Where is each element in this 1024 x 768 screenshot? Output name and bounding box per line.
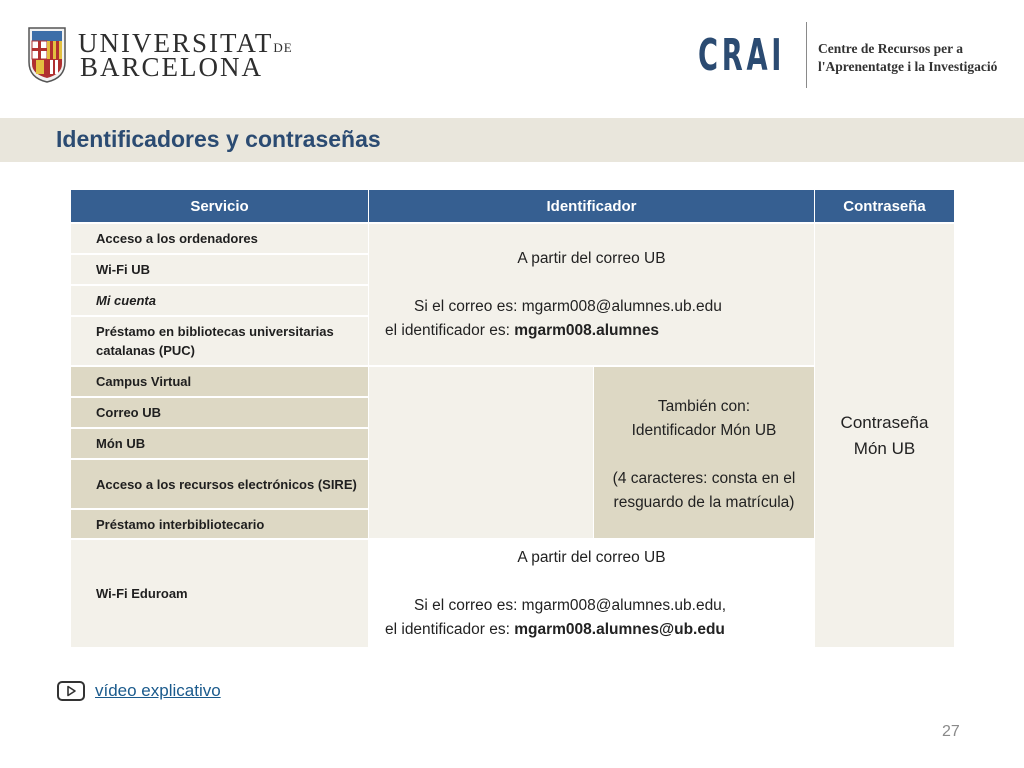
identifier-block-primary <box>369 224 814 365</box>
university-name-line1: UNIVERSITATDE <box>78 28 293 58</box>
password-line: Món UB <box>853 439 916 458</box>
identifier-email-line: Si el correo es: mgarm008@alumnes.ub.edu <box>414 298 722 315</box>
header-identificador: Identificador <box>369 190 814 222</box>
university-name-de: DE <box>273 40 293 55</box>
crai-text-line2: l'Aprenentatge i la Investigació <box>818 59 998 74</box>
university-seal-icon <box>26 22 68 84</box>
identifier-block-monub <box>594 367 814 538</box>
university-name-line2: BARCELONA <box>80 52 264 82</box>
header-contrasena: Contraseña <box>815 190 954 222</box>
identifier-line: resguardo de la matrícula) <box>613 494 795 511</box>
identifier-result-line: el identificador es: mgarm008.alumnes <box>385 322 659 339</box>
play-video-icon[interactable] <box>57 681 85 701</box>
password-line: Contraseña <box>840 413 929 432</box>
crai-logo: CRAI <box>698 30 786 81</box>
service-row: Préstamo en bibliotecas universitarias catalanas (PUC) <box>71 317 368 365</box>
service-row: Acceso a los recursos electrónicos (SIRE) <box>71 460 368 508</box>
service-row: Món UB <box>71 429 368 458</box>
service-row: Correo UB <box>71 398 368 427</box>
identifier-line: Identificador Món UB <box>631 422 777 439</box>
credentials-table <box>71 190 954 647</box>
header-servicio: Servicio <box>71 190 368 222</box>
service-row: Wi-Fi Eduroam <box>71 540 368 647</box>
service-row: Wi-Fi UB <box>71 255 368 284</box>
service-row: Préstamo interbibliotecario <box>71 510 368 538</box>
identifier-line: (4 caracteres: consta en el <box>612 470 796 487</box>
page-title: Identificadores y contraseñas <box>56 126 381 152</box>
crai-text-line1: Centre de Recursos per a <box>818 41 963 56</box>
identifier-result-line: el identificador es: mgarm008.alumnes@ub.edu <box>385 621 725 638</box>
header <box>0 0 1024 118</box>
identifier-line: También con: <box>657 398 751 415</box>
page-number: 27 <box>942 723 960 740</box>
service-row: Mi cuenta <box>71 286 368 315</box>
service-row: Acceso a los ordenadores <box>71 224 368 253</box>
password-cell <box>815 224 954 647</box>
identifier-email-line: Si el correo es: mgarm008@alumnes.ub.edu, <box>414 597 727 614</box>
service-row: Campus Virtual <box>71 367 368 396</box>
identifier-filler <box>369 367 593 538</box>
logo-divider <box>806 22 807 88</box>
identifier-block-eduroam <box>369 540 814 647</box>
video-link[interactable]: vídeo explicativo <box>95 681 221 700</box>
identifier-line: A partir del correo UB <box>517 250 666 267</box>
crai-full-name <box>818 40 997 76</box>
identifier-line: A partir del correo UB <box>517 549 666 566</box>
